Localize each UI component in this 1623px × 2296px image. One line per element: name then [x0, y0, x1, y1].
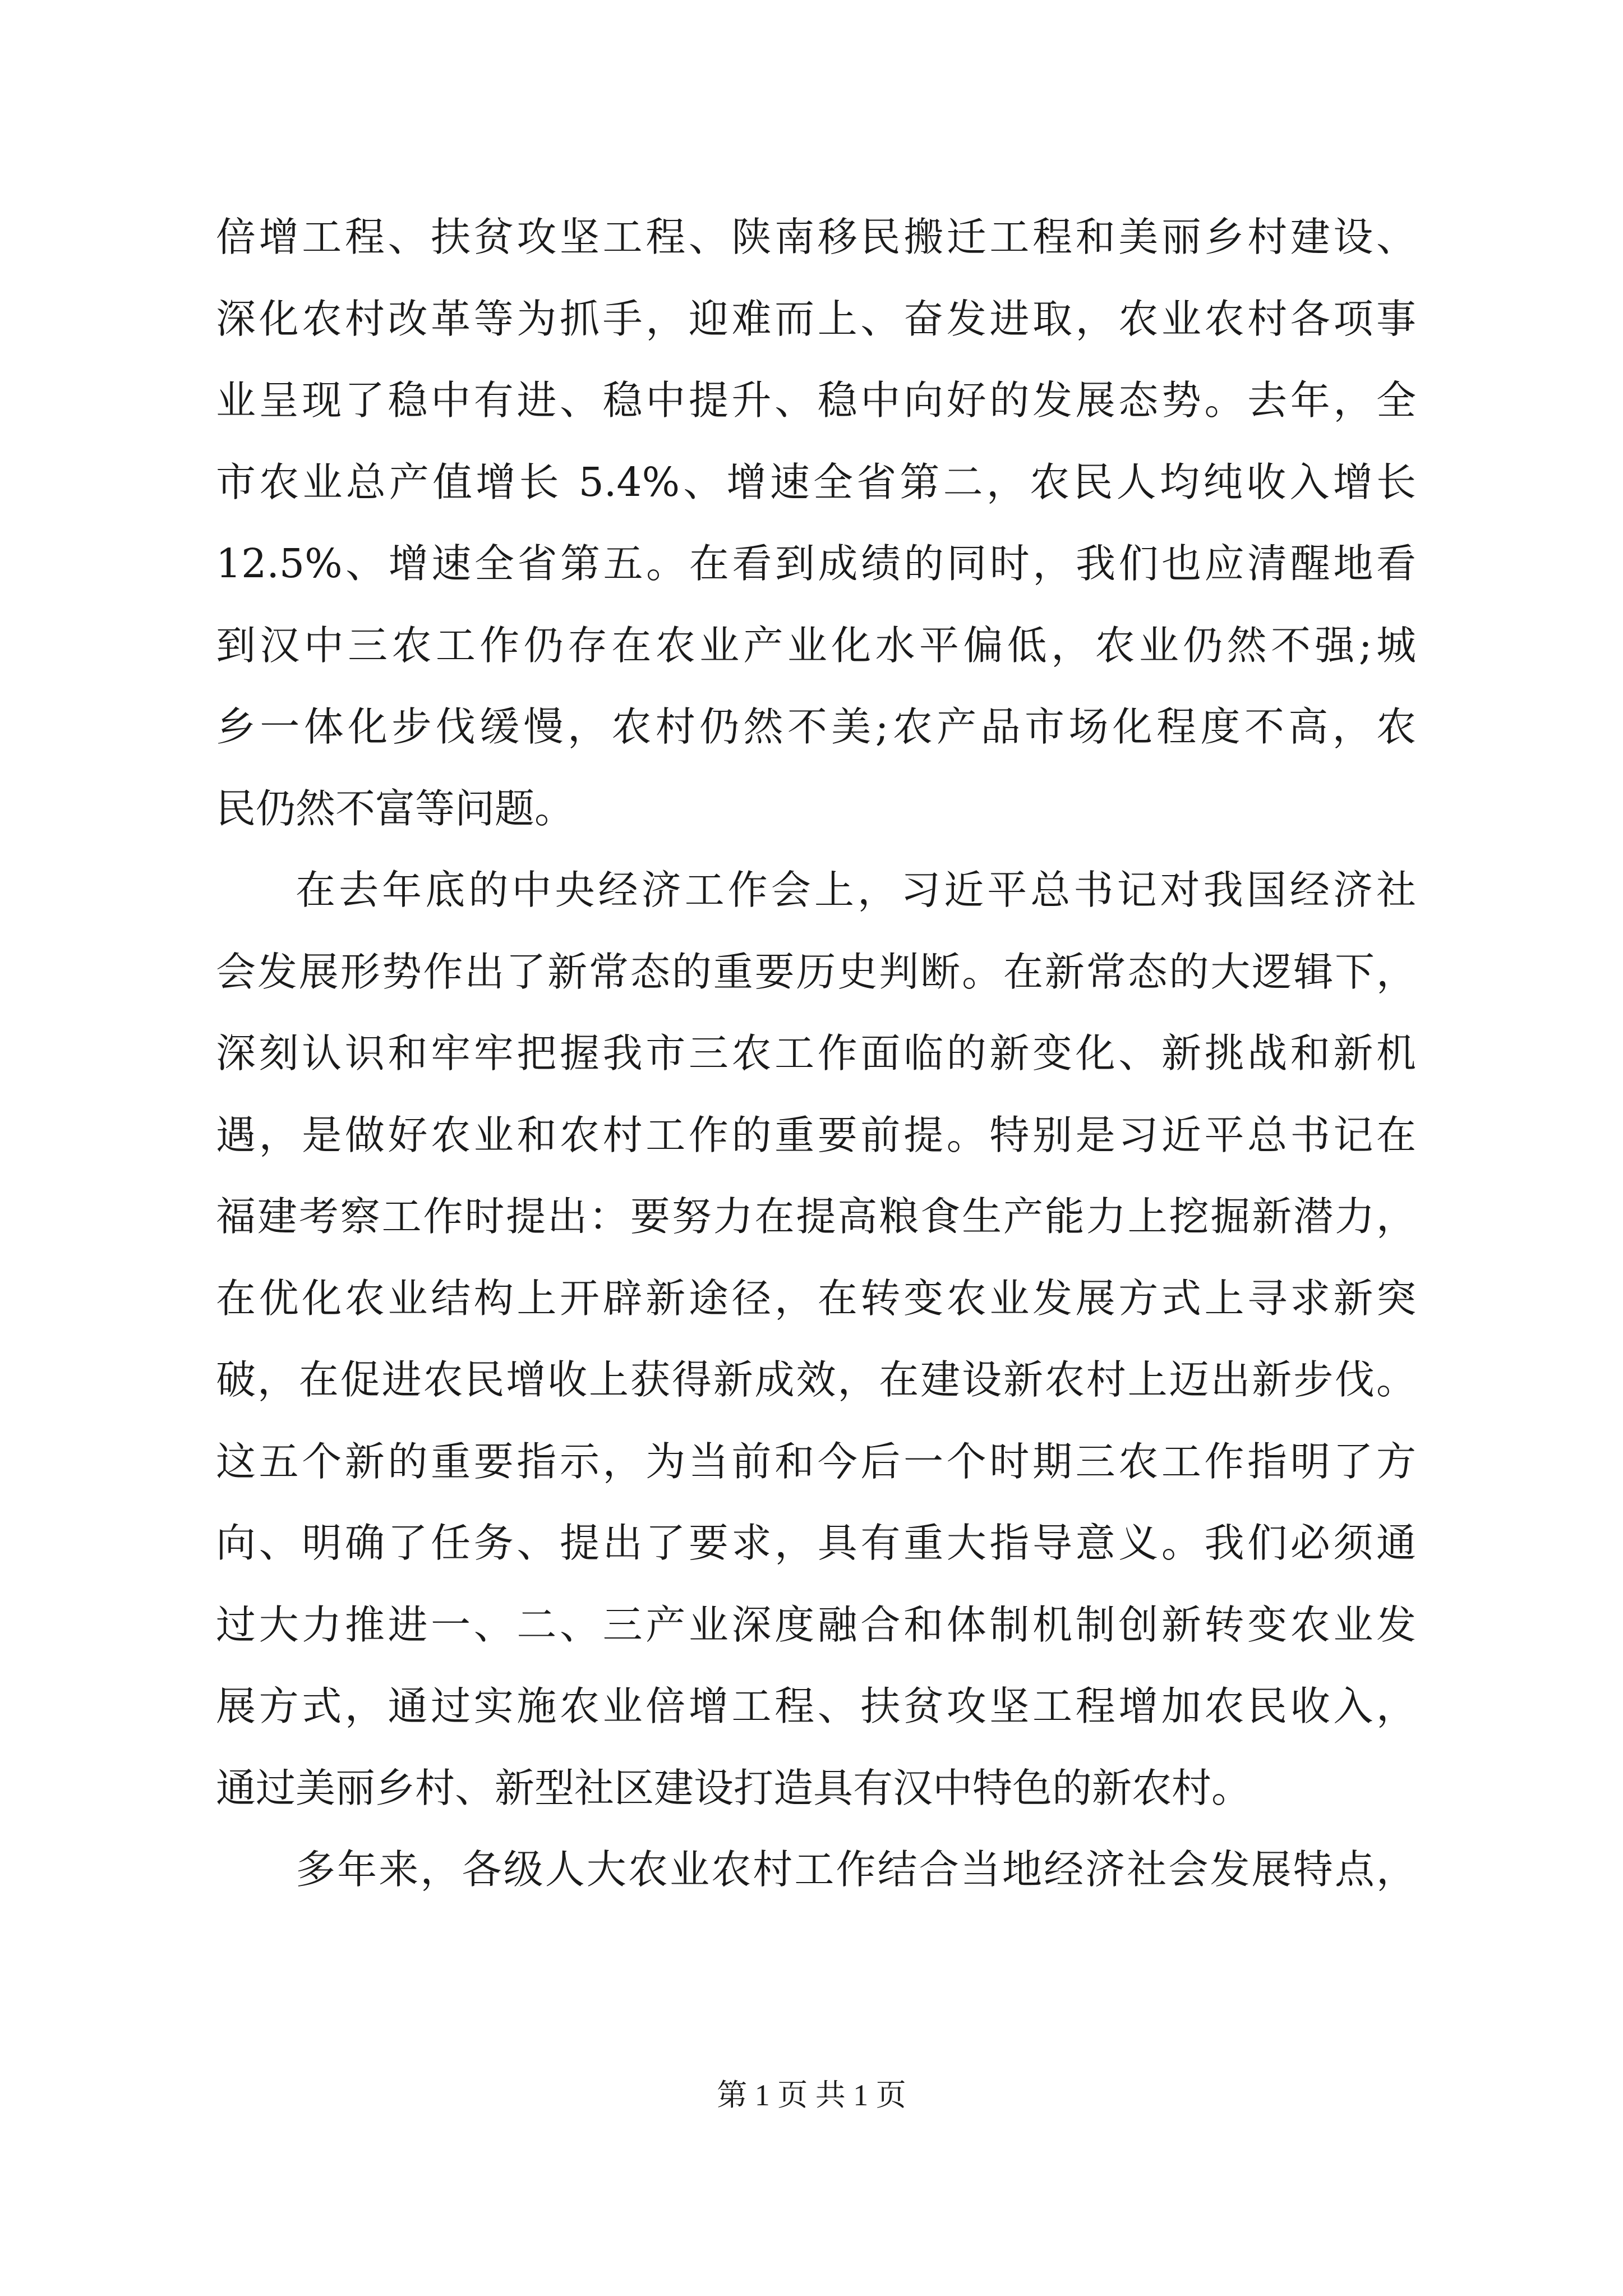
text-line: 市农业总产值增长 5.4%、增速全省第二，农民人均纯收入增长 [216, 458, 1416, 505]
text-line: 向、明确了任务、提出了要求，具有重大指导意义。我们必须通 [216, 1520, 1416, 1566]
page-footer: 第 1 页 共 1 页 [717, 2078, 906, 2112]
text-line: 12.5%、增速全省第五。在看到成绩的同时，我们也应清醒地看 [216, 540, 1416, 587]
text-line: 深刻认识和牢牢把握我市三农工作面临的新变化、新挑战和新机 [216, 1030, 1416, 1076]
text-line: 遇，是做好农业和农村工作的重要前提。特别是习近平总书记在 [216, 1111, 1416, 1158]
text-line: 这五个新的重要指示，为当前和今后一个时期三农工作指明了方 [216, 1438, 1416, 1485]
text-line: 民仍然不富等问题。 [216, 785, 575, 832]
text-line: 业呈现了稳中有进、稳中提升、稳中向好的发展态势。去年，全 [216, 377, 1416, 424]
text-line: 在去年底的中央经济工作会上，习近平总书记对我国经济社 [296, 867, 1416, 913]
text-line: 在优化农业结构上开辟新途径，在转变农业发展方式上寻求新突 [216, 1274, 1416, 1322]
text-line: 乡一体化步伐缓慢，农村仍然不美;农产品市场化程度不高，农 [216, 703, 1416, 750]
text-line: 会发展形势作出了新常态的重要历史判断。在新常态的大逻辑下， [216, 948, 1416, 995]
paragraph-2 [216, 849, 1416, 1829]
text-line: 到汉中三农工作仍存在农业产业化水平偏低，农业仍然不强;城 [216, 622, 1416, 669]
text-line: 倍增工程、扶贫攻坚工程、陕南移民搬迁工程和美丽乡村建设、 [216, 214, 1416, 260]
text-line: 多年来，各级人大农业农村工作结合当地经济社会发展特点， [296, 1846, 1416, 1893]
text-line: 深化农村改革等为抓手，迎难而上、奋发进取，农业农村各项事 [216, 295, 1416, 342]
paragraph-1 [216, 196, 1416, 849]
text-line: 过大力推进一、二、三产业深度融合和体制机制创新转变农业发 [216, 1601, 1416, 1648]
document-body [216, 196, 1416, 1911]
text-line: 福建考察工作时提出：要努力在提高粮食生产能力上挖掘新潜力， [216, 1193, 1416, 1240]
paragraph-3 [216, 1829, 1416, 1911]
text-line: 通过美丽乡村、新型社区建设打造具有汉中特色的新农村。 [216, 1764, 1252, 1811]
text-line: 展方式，通过实施农业倍增工程、扶贫攻坚工程增加农民收入， [216, 1683, 1416, 1729]
text-line: 破，在促进农民增收上获得新成效，在建设新农村上迈出新步伐。 [216, 1356, 1416, 1403]
